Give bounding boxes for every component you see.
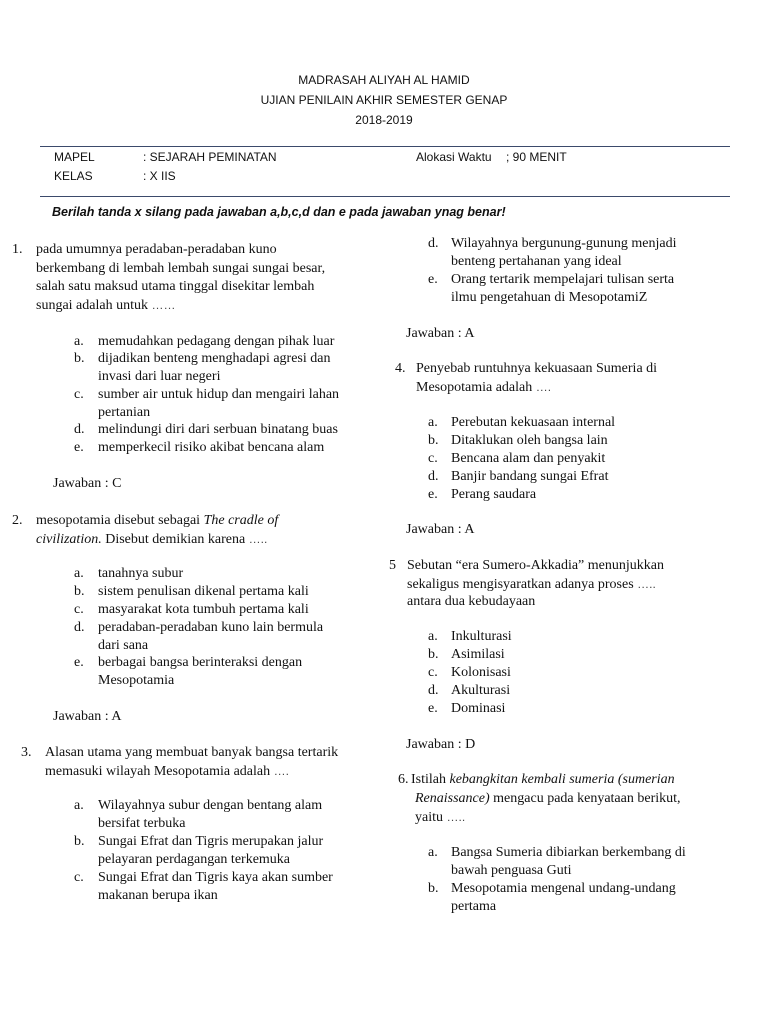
option-letter: d. bbox=[428, 469, 439, 484]
option-text: sumber air untuk hidup dan mengairi lahan bbox=[98, 387, 340, 402]
option-text: ilmu pengetahuan di MesopotamiZ bbox=[451, 290, 648, 305]
option-text: Sungai Efrat dan Tigris merupakan jalur bbox=[98, 834, 324, 849]
option-letter: e. bbox=[428, 272, 438, 287]
option-text: sistem penulisan dikenal pertama kali bbox=[98, 584, 309, 599]
alokasi-label: Alokasi Waktu bbox=[416, 150, 492, 164]
question-stem-line: Mesopotamia adalah …. bbox=[416, 380, 552, 395]
option-letter: b. bbox=[428, 433, 439, 448]
option-text: tanahnya subur bbox=[98, 566, 184, 581]
answer-line: Jawaban : C bbox=[53, 476, 122, 491]
option-text: peradaban-peradaban kuno lain bermula bbox=[98, 620, 324, 635]
option-text: invasi dari luar negeri bbox=[98, 369, 221, 384]
option-letter: d. bbox=[428, 236, 439, 251]
option-text: Wilayahnya subur dengan bentang alam bbox=[98, 798, 323, 813]
answer-line: Jawaban : A bbox=[406, 522, 475, 537]
question-number: 1. bbox=[12, 242, 23, 257]
option-text: masyarakat kota tumbuh pertama kali bbox=[98, 602, 309, 617]
option-letter: c. bbox=[74, 602, 84, 617]
question-number: 5 bbox=[389, 558, 396, 573]
option-text: benteng pertahanan yang ideal bbox=[451, 254, 622, 269]
option-text: Perang saudara bbox=[451, 487, 537, 502]
mapel-label: MAPEL bbox=[54, 150, 95, 164]
question-number: 3. bbox=[21, 745, 32, 760]
option-letter: b. bbox=[428, 881, 439, 896]
option-text: Bencana alam dan penyakit bbox=[451, 451, 606, 466]
option-text: Sungai Efrat dan Tigris kaya akan sumber bbox=[98, 870, 333, 885]
option-letter: d. bbox=[74, 422, 85, 437]
option-letter: b. bbox=[74, 351, 85, 366]
option-text: berbagai bangsa berinteraksi dengan bbox=[98, 655, 303, 670]
question-stem-line: mesopotamia disebut sebagai The cradle of bbox=[36, 513, 279, 528]
option-text: dijadikan benteng menghadapi agresi dan bbox=[98, 351, 331, 366]
option-text: Wilayahnya bergunung-gunung menjadi bbox=[451, 236, 677, 251]
option-letter: d. bbox=[74, 620, 85, 635]
option-text: Perebutan kekuasaan internal bbox=[451, 415, 616, 430]
option-letter: c. bbox=[428, 451, 438, 466]
question-stem-line: sekaligus mengisyaratkan adanya proses ….. bbox=[407, 577, 656, 592]
option-text: Asimilasi bbox=[451, 647, 505, 662]
option-text: bawah penguasa Guti bbox=[451, 863, 572, 878]
option-text: Ditaklukan oleh bangsa lain bbox=[451, 433, 608, 448]
question-stem-line: antara dua kebudayaan bbox=[407, 594, 536, 609]
header-divider-top bbox=[40, 146, 730, 147]
question-stem-line: yaitu ….. bbox=[415, 810, 466, 825]
question-stem-line: Alasan utama yang membuat banyak bangsa tertarik bbox=[45, 745, 339, 760]
option-text: melindungi diri dari serbuan binatang buas bbox=[98, 422, 338, 437]
alokasi-value: ; 90 MENIT bbox=[506, 150, 567, 164]
option-text: pertanian bbox=[98, 405, 151, 420]
option-letter: c. bbox=[74, 387, 84, 402]
school-name: MADRASAH ALIYAH AL HAMID bbox=[298, 73, 470, 87]
question-number: 6. bbox=[398, 772, 409, 787]
mapel-value: : SEJARAH PEMINATAN bbox=[143, 150, 277, 164]
option-text: memperkecil risiko akibat bencana alam bbox=[98, 440, 325, 455]
academic-year: 2018-2019 bbox=[355, 113, 413, 127]
question-stem-line: Renaissance) mengacu pada kenyataan berikut, bbox=[415, 791, 681, 806]
option-text: memudahkan pedagang dengan pihak luar bbox=[98, 334, 335, 349]
kelas-value: : X IIS bbox=[143, 169, 176, 183]
option-text: Bangsa Sumeria dibiarkan berkembang di bbox=[451, 845, 686, 860]
option-text: Mesopotamia mengenal undang-undang bbox=[451, 881, 676, 896]
option-text: makanan berupa ikan bbox=[98, 888, 218, 903]
option-text: Dominasi bbox=[451, 701, 506, 716]
option-text: Inkulturasi bbox=[451, 629, 512, 644]
option-text: bersifat terbuka bbox=[98, 816, 186, 831]
option-text: pelayaran perdagangan terkemuka bbox=[98, 852, 291, 867]
instruction: Berilah tanda x silang pada jawaban a,b,c,d dan e pada jawaban ynag benar! bbox=[52, 205, 506, 219]
question-number: 4. bbox=[395, 361, 406, 376]
option-letter: b. bbox=[74, 584, 85, 599]
option-letter: c. bbox=[428, 665, 438, 680]
option-letter: a. bbox=[74, 566, 84, 581]
header-divider-bottom bbox=[40, 196, 730, 197]
answer-line: Jawaban : A bbox=[53, 709, 122, 724]
question-stem-line: Penyebab runtuhnya kekuasaan Sumeria di bbox=[416, 361, 658, 376]
answer-line: Jawaban : D bbox=[406, 737, 476, 752]
option-letter: b. bbox=[428, 647, 439, 662]
option-letter: c. bbox=[74, 870, 84, 885]
exam-title: UJIAN PENILAIN AKHIR SEMESTER GENAP bbox=[260, 93, 508, 107]
answer-line: Jawaban : A bbox=[406, 326, 475, 341]
option-text: Kolonisasi bbox=[451, 665, 511, 680]
question-stem-line: civilization. Disebut demikian karena ….. bbox=[36, 532, 268, 547]
kelas-label: KELAS bbox=[54, 169, 93, 183]
option-letter: b. bbox=[74, 834, 85, 849]
option-letter: a. bbox=[428, 629, 438, 644]
option-text: dari sana bbox=[98, 638, 149, 653]
option-letter: a. bbox=[428, 845, 438, 860]
option-letter: a. bbox=[74, 334, 84, 349]
option-letter: e. bbox=[74, 655, 84, 670]
option-letter: e. bbox=[428, 701, 438, 716]
option-text: Akulturasi bbox=[451, 683, 511, 698]
option-text: Banjir bandang sungai Efrat bbox=[451, 469, 609, 484]
question-stem-line: pada umumnya peradaban-peradaban kuno bbox=[36, 242, 277, 257]
question-number: 2. bbox=[12, 513, 23, 528]
question-stem-line: memasuki wilayah Mesopotamia adalah …. bbox=[45, 764, 289, 779]
option-letter: e. bbox=[428, 487, 438, 502]
option-text: Orang tertarik mempelajari tulisan serta bbox=[451, 272, 675, 287]
question-stem-line: salah satu maksud utama tinggal disekitar lembah bbox=[36, 279, 315, 294]
option-letter: a. bbox=[428, 415, 438, 430]
question-stem-line: berkembang di lembah lembah sungai sungai besar, bbox=[36, 261, 326, 276]
option-text: pertama bbox=[451, 899, 497, 914]
question-stem-line: sungai adalah untuk …… bbox=[36, 298, 176, 313]
option-text: Mesopotamia bbox=[98, 673, 175, 688]
option-letter: e. bbox=[74, 440, 84, 455]
option-letter: d. bbox=[428, 683, 439, 698]
question-stem-line: Istilah kebangkitan kembali sumeria (sumerian bbox=[411, 772, 675, 787]
question-stem-line: Sebutan “era Sumero-Akkadia” menunjukkan bbox=[407, 558, 664, 573]
option-letter: a. bbox=[74, 798, 84, 813]
